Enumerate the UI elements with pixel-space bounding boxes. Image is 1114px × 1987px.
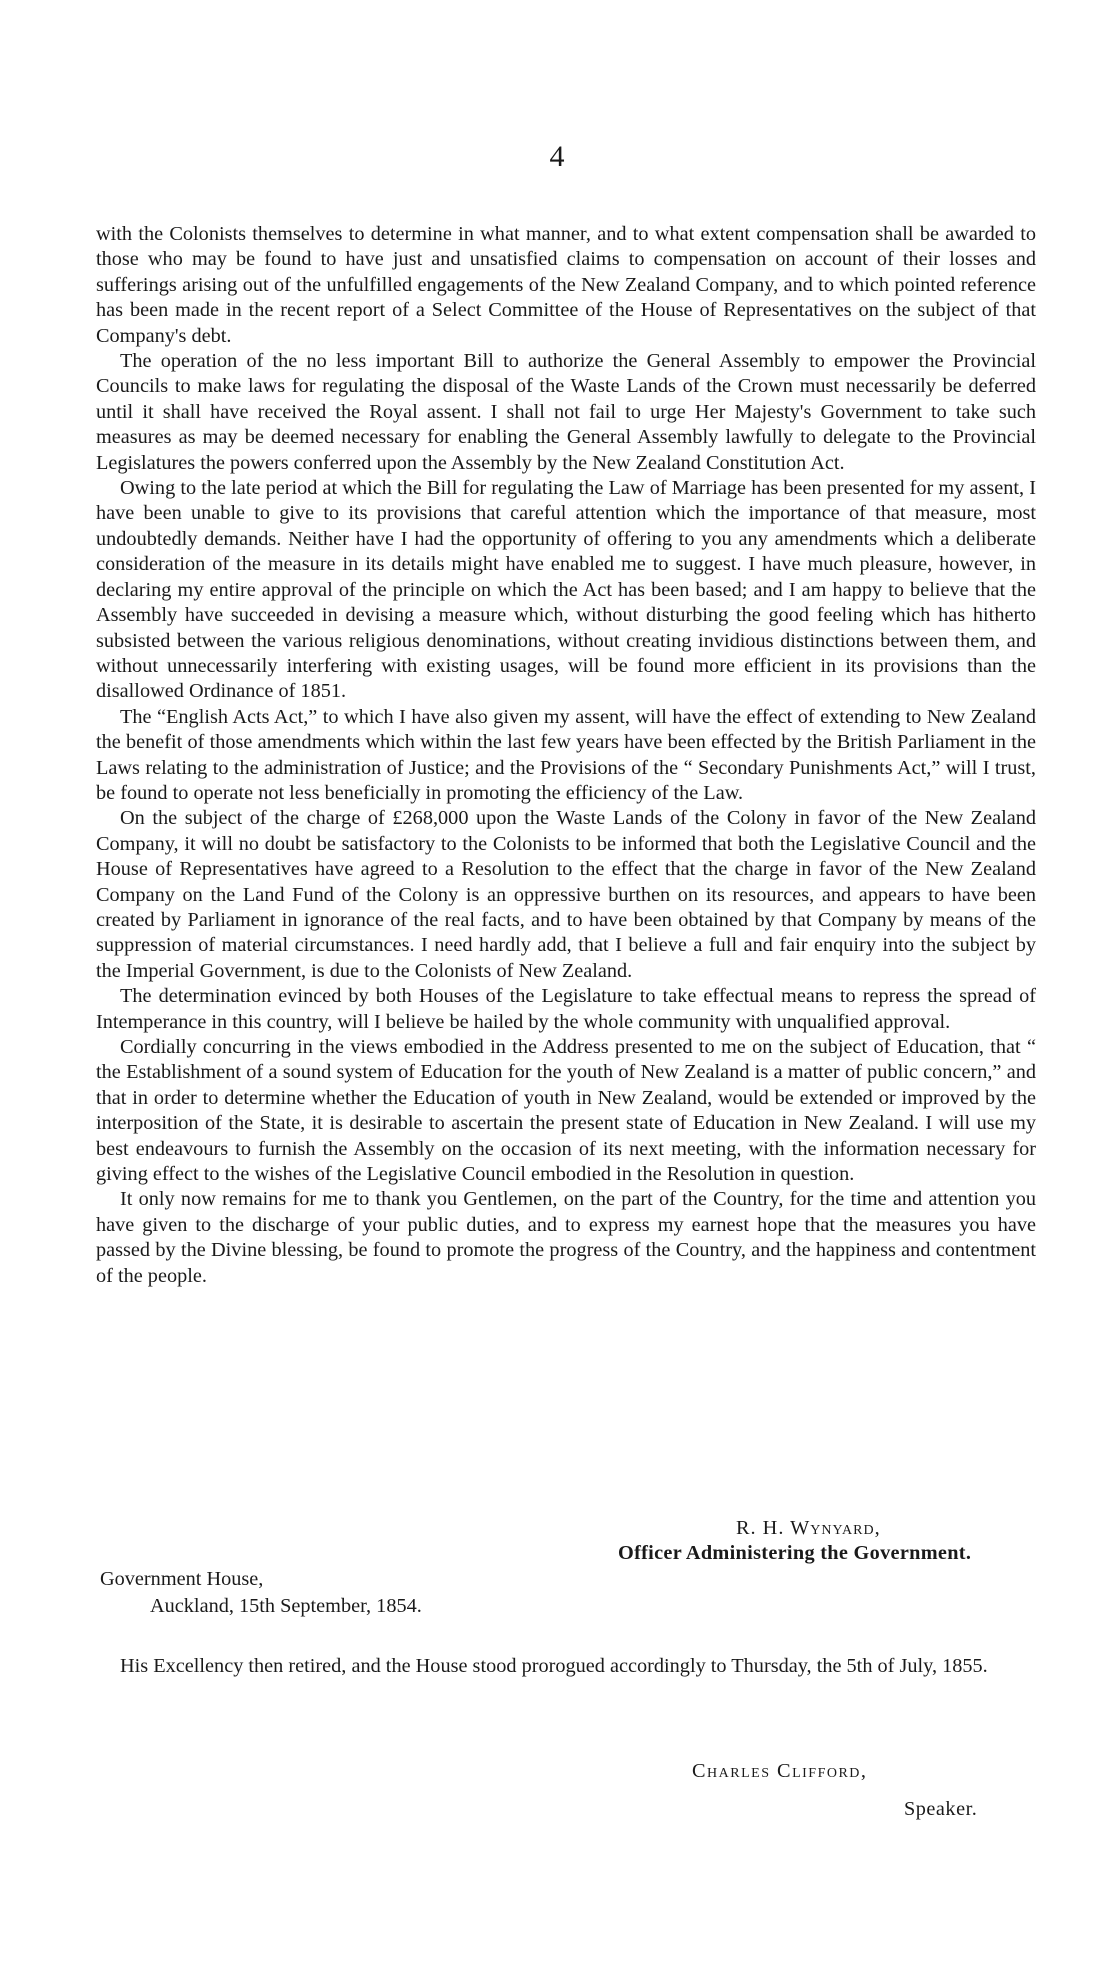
prorogation-note [96, 1654, 1036, 1679]
signatory-title: Officer Administering the Government. [618, 1542, 972, 1564]
paragraph-marriage-law: Owing to the late period at which the Bill for regulating the Law of Marriage has been presented for my assent, I have been unable to give to its provisions that careful attention which the importance of that measure, most undoubtedly demands. Neither have I had the opportunity of offering to you any amendments which a deliberate consideration of the measure in its details might have enabled me to suggest. I have much pleasure, however, in declaring my entire approval of the principle on which the Act has been based; and I am happy to believe that the Assembly have succeeded in devising a measure which, without disturbing the good feeling which has hitherto subsisted between the various religious denominations, without creating invidious distinctions between them, and without unnecessarily interfering with existing usages, will be found more efficient in its provisions than the disallowed Ordinance of 1851. [96, 477, 1036, 703]
paragraph-company-charge: On the subject of the charge of £268,000 upon the Waste Lands of the Colony in favor of the New Zealand Company, it will no doubt be satisfactory to the Colonists to be informed that both the Legislative Council and the House of Representatives have agreed to a Resolution to the effect that the charge in favor of the New Zealand Company on the Land Fund of the Colony is an oppressive burthen on its resources, and appears to have been created by Parliament in ignorance of the real facts, and to have been obtained by that Company by means of the suppression of material circumstances. I need hardly add, that I believe a full and fair enquiry into the subject by the Imperial Government, is due to the Colonists of New Zealand. [96, 807, 1036, 982]
paragraph-compensation: with the Colonists themselves to determine in what manner, and to what extent compensation shall be awarded to those who may be found to have just and unsatisfied claims to compensation on account of their losses and sufferings arising out of the unfulfilled engagements of the New Zealand Company, and to which pointed reference has been made in the recent report of a Select Committee of the House of Representatives on the subject of that Company's debt. [96, 223, 1036, 347]
location-place: Government House, [100, 1568, 264, 1590]
prorogation-text: His Excellency then retired, and the House stood prorogued accordingly to Thursday, the 5th of July, 1855. [120, 1655, 988, 1677]
speech-body [96, 222, 1036, 1289]
paragraph-intemperance: The determination evinced by both Houses of the Legislature to take effectual means to repress the spread of Intemperance in this country, will I believe be hailed by the whole community with unqualified approval. [96, 985, 1036, 1033]
paragraph-english-acts: The “English Acts Act,” to which I have also given my assent, will have the effect of extending to New Zealand the benefit of those amendments which within the last few years have been effected by the British Parliament in the Laws relating to the administration of Justice; and the Provisions of the “ Secondary Punishments Act,” will I trust, be found to operate not less beneficially in promoting the efficiency of the Law. [96, 705, 1036, 804]
location-date: Auckland, 15th September, 1854. [150, 1595, 422, 1617]
location-date-block [100, 1566, 422, 1620]
speaker-title: Speaker. [904, 1798, 978, 1820]
speaker-block [692, 1752, 977, 1828]
paragraph-education: Cordially concurring in the views embodied in the Address presented to me on the subject of Education, that “ the Establishment of a sound system of Education for the youth of New Zealand is a matter of public concern,” and that in order to determine whether the Education of youth in New Zealand, would be extended or improved by the interposition of the State, it is desirable to ascertain the present state of Education in New Zealand. I will use my best endeavours to furnish the Assembly on the occasion of its next meeting, with the information necessary for giving effect to the wishes of the Legislative Council embodied in the Resolution in question. [96, 1036, 1036, 1186]
signatory-name: R. H. Wynyard, [736, 1517, 881, 1539]
speaker-name: Charles Clifford, [692, 1760, 868, 1782]
page-number: 4 [549, 140, 565, 173]
signature-block [618, 1516, 1038, 1566]
paragraph-waste-lands-bill: The operation of the no less important Bill to authorize the General Assembly to empower the Provincial Councils to make laws for regulating the disposal of the Waste Lands of the Crown must necessarily be deferred until it shall have received the Royal assent. I shall not fail to urge Her Majesty's Government to take such measures as may be deemed necessary for enabling the General Assembly lawfully to delegate to the Provincial Legislatures the powers conferred upon the Assembly by the New Zealand Constitution Act. [96, 350, 1036, 474]
paragraph-closing-thanks: It only now remains for me to thank you Gentlemen, on the part of the Country, for the time and attention you have given to the discharge of your public duties, and to express my earnest hope that the measures you have passed by the Divine blessing, be found to promote the progress of the Country, and the happiness and contentment of the people. [96, 1188, 1036, 1287]
